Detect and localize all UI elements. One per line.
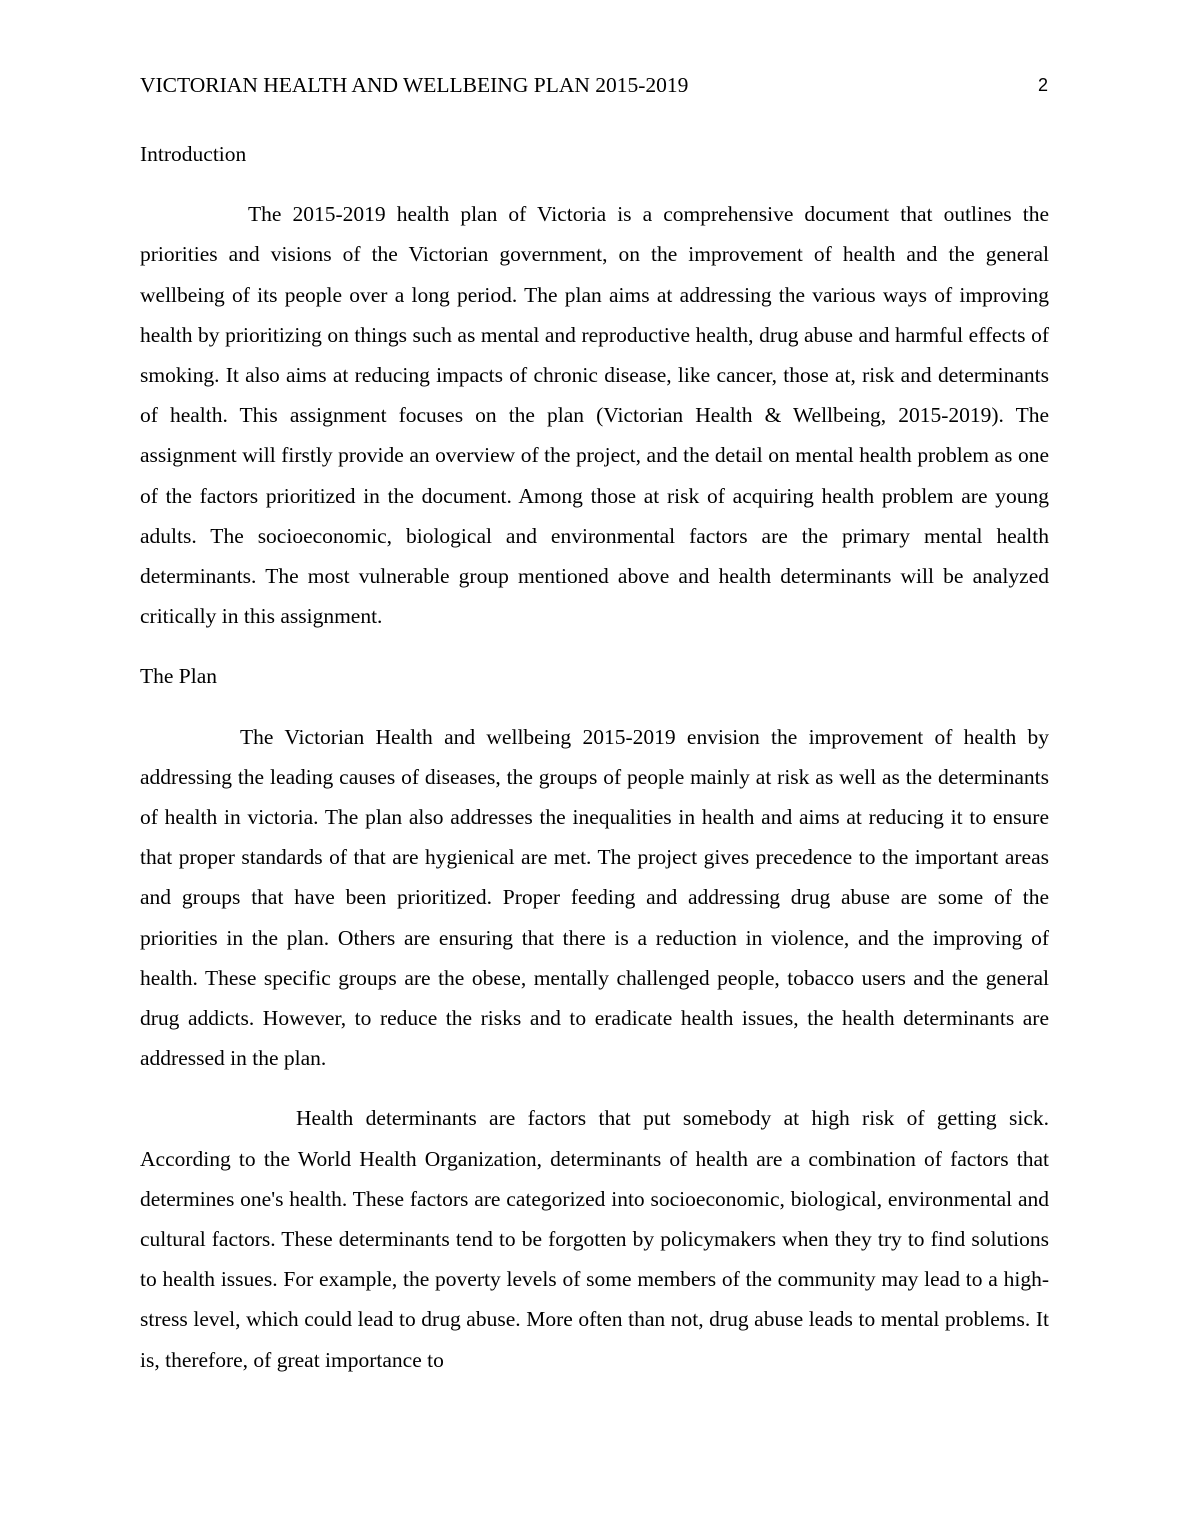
- page-number: 2: [1037, 75, 1048, 95]
- document-body: [140, 134, 1049, 1380]
- the-plan-paragraph: The Victorian Health and wellbeing 2015-2019 envision the improvement of health by addressing the leading causes of diseases, the groups of people mainly at risk as well as the determinants of health in victoria. The plan also addresses the inequalities in health and aims at reducing it to ensure that proper standards of that are hygienical are met. The project gives precedence to the important areas and groups that have been prioritized. Proper feeding and addressing drug abuse are some of the priorities in the plan. Others are ensuring that there is a reduction in violence, and the improving of health. These specific groups are the obese, mentally challenged people, tobacco users and the general drug addicts. However, to reduce the risks and to eradicate health issues, the health determinants are addressed in the plan.: [140, 724, 1049, 1071]
- introduction-paragraph: The 2015-2019 health plan of Victoria is a comprehensive document that outlines the priorities and visions of the Victorian government, on the improvement of health and the general wellbeing of its people over a long period. The plan aims at addressing the various ways of improving health by prioritizing on things such as mental and reproductive health, drug abuse and harmful effects of smoking. It also aims at reducing impacts of chronic disease, like cancer, those at, risk and determinants of health. This assignment focuses on the plan (Victorian Health & Wellbeing, 2015-2019). The assignment will firstly provide an overview of the project, and the detail on mental health problem as one of the factors prioritized in the document. Among those at risk of acquiring health problem are young adults. The socioeconomic, biological and environmental factors are the primary mental health determinants. The most vulnerable group mentioned above and health determinants will be analyzed critically in this assignment.: [140, 202, 1049, 629]
- health-determinants-paragraph: Health determinants are factors that put somebody at high risk of getting sick. According to the World Health Organization, determinants of health are a combination of factors that determines one's health. These factors are categorized into socioeconomic, biological, environmental and cultural factors. These determinants tend to be forgotten by policymakers when they try to find solutions to health issues. For example, the poverty levels of some members of the community may lead to a high-stress level, which could lead to drug abuse. More often than not, drug abuse leads to mental problems. It is, therefore, of great importance to: [140, 1106, 1049, 1372]
- introduction-heading: Introduction: [140, 142, 247, 166]
- running-head: [140, 70, 1048, 100]
- running-head-title: VICTORIAN HEALTH AND WELLBEING PLAN 2015-2019: [140, 73, 689, 97]
- the-plan-heading: The Plan: [140, 664, 218, 689]
